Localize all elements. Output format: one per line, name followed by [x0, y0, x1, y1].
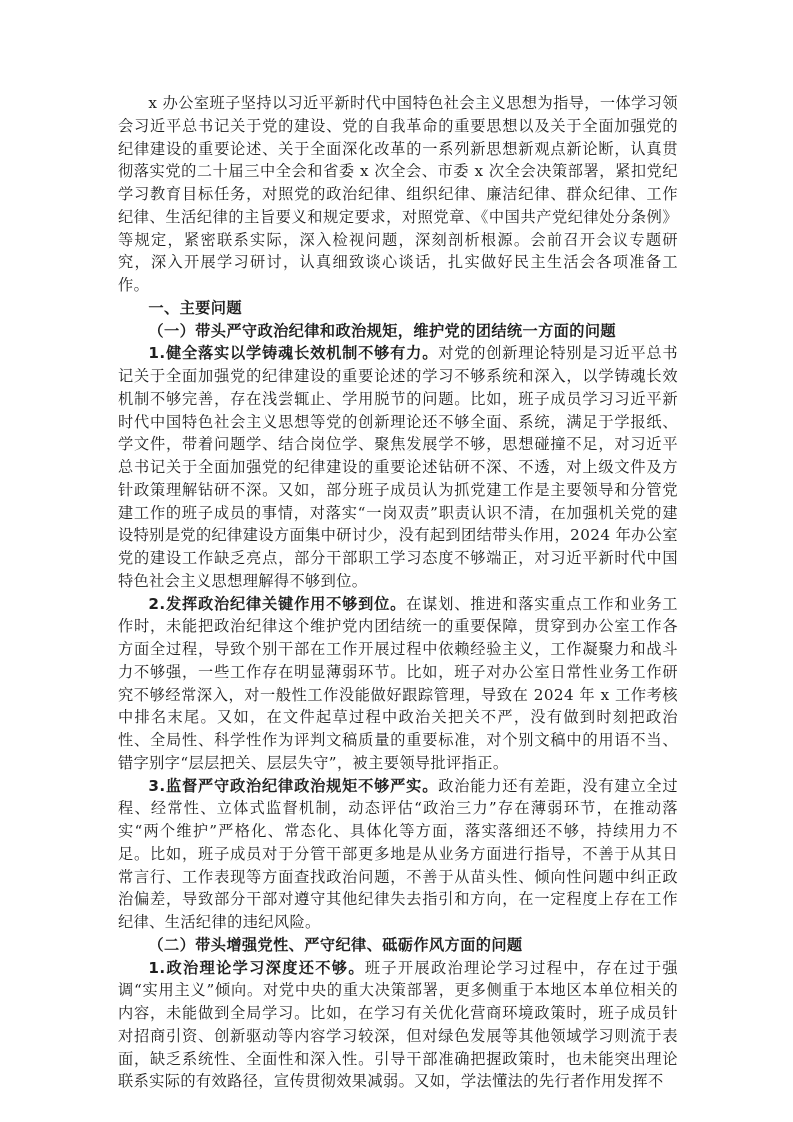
problem-item-text: 对党的创新理论特别是习近平总书记关于全面加强党的纪律建设的重要论述的学习不够系统和深入，以学铸魂长效机制不够完善，存在浅尝辄止、学用脱节的问题。比如，班子成员学习习近平新时代中国特色社会主义思想等党的创新理论还不够全面、系统，满足于学报纸、学文件，带着问题学、结合岗位学、聚焦发展学不够，思想碰撞不足，对习近平总书记关于全面加强党的纪律建设的重要论述钻研不深、不透，对上级文件及方针政策理解钻研不深。又如，部分班子成员认为抓党建工作是主要领导和分管党建工作的班子成员的事情，对落实“一岗双责”职责认识不清，在加强机关党的建设特别是党的纪律建设方面集中研讨少，没有起到团结带头作用，2024 年办公室党的建设工作缺乏亮点，部分干部职工学习态度不够端正，对习近平新时代中国特色社会主义思想理解得不够到位。	[118, 344, 679, 590]
problem-item-lead: 3.监督严守政治纪律政治规矩不够严实。	[148, 776, 439, 795]
subsection-heading-2: （二）带头增强党性、严守纪律、砥砺作风方面的问题	[148, 935, 523, 954]
problem-item-text: 政治能力还有差距，没有建立全过程、经常性、立体式监督机制，动态评估“政治三力”存在薄弱环节，在推动落实“两个维护”严格化、常态化、具体化等方面，落实落细还不够，持续用力不足。比如，班子成员对于分管干部更多地是从业务方面进行指导，不善于从其日常言行、工作表现等方面查找政治问题，不善于从苗头性、倾向性问题中纠正政治偏差，导致部分干部对遵守其他纪律失去指引和方向，在一定程度上存在工作纪律、生活纪律的违纪风险。	[118, 776, 679, 931]
problem-item-text: 班子开展政治理论学习过程中，存在过于强调“实用主义”倾向。对党中央的重大决策部署，更多侧重于本地区本单位相关的内容，未能做到全局学习。比如，在学习有关优化营商环境政策时，班子成员针对招商引资、创新驱动等内容学习较深，但对绿色发展等其他领域学习则流于表面，缺乏系统性、全面性和深入性。引导干部准确把握政策时，也未能突出理论联系实际的有效路径，宣传贯彻效果减弱。又如，学法懂法的先行者作用发挥不	[118, 958, 678, 1091]
problem-item-text: 在谋划、推进和落实重点工作和业务工作时，未能把政治纪律这个维护党内团结统一的重要保障，贯穿到办公室工作各方面全过程，导致个别干部在工作开展过程中依赖经验主义，工作凝聚力和战斗力不够强，一些工作存在明显薄弱环节。比如，班子对办公室日常性业务工作研究不够经常深入，对一般性工作没能做好跟踪管理，导致在 2024 年 x 工作考核中排名末尾。又如，在文件起草过程中政治关把关不严，没有做到时刻把政治性、全局性、科学性作为评判文稿质量的重要标准，对个别文稿中的用语不当、错字别字“层层把关、层层失守”，被主要领导批评指正。	[118, 594, 678, 772]
subsection-heading-1: （一）带头严守政治纪律和政治规矩，维护党的团结统一方面的问题	[148, 321, 617, 340]
problem-item-lead: 2.发挥政治纪律关键作用不够到位。	[148, 594, 407, 613]
problem-item-lead: 1.健全落实以学铸魂长效机制不够有力。	[148, 344, 439, 363]
problem-item-1-1	[118, 342, 678, 592]
problem-item-1-3	[118, 775, 678, 934]
section-heading-main-problems: 一、主要问题	[148, 298, 242, 317]
problem-item-lead: 1.政治理论学习深度还不够。	[148, 958, 365, 977]
problem-item-2-1	[118, 957, 678, 1094]
intro-paragraph: x 办公室班子坚持以习近平新时代中国特色社会主义思想为指导，一体学习领会习近平总书记关于党的建设、党的自我革命的重要思想以及关于全面加强党的纪律建设的重要论述、关于全面深化改革的一系列新思想新观点新论断，认真贯彻落实党的二十届三中全会和省委 x 次全会、市委 x 次全会决策部署，紧扣党纪学习教育目标任务，对照党的政治纪律、组织纪律、廉洁纪律、群众纪律、工作纪律、生活纪律的主旨要义和规定要求，对照党章、《中国共产党纪律处分条例》等规定，紧密联系实际，深入检视问题，深刻剖析根源。会前召开会议专题研究，深入开展学习研讨，认真细致谈心谈话，扎实做好民主生活会各项准备工作。	[118, 94, 678, 294]
problem-item-1-2	[118, 593, 678, 775]
document-page	[118, 92, 678, 1093]
